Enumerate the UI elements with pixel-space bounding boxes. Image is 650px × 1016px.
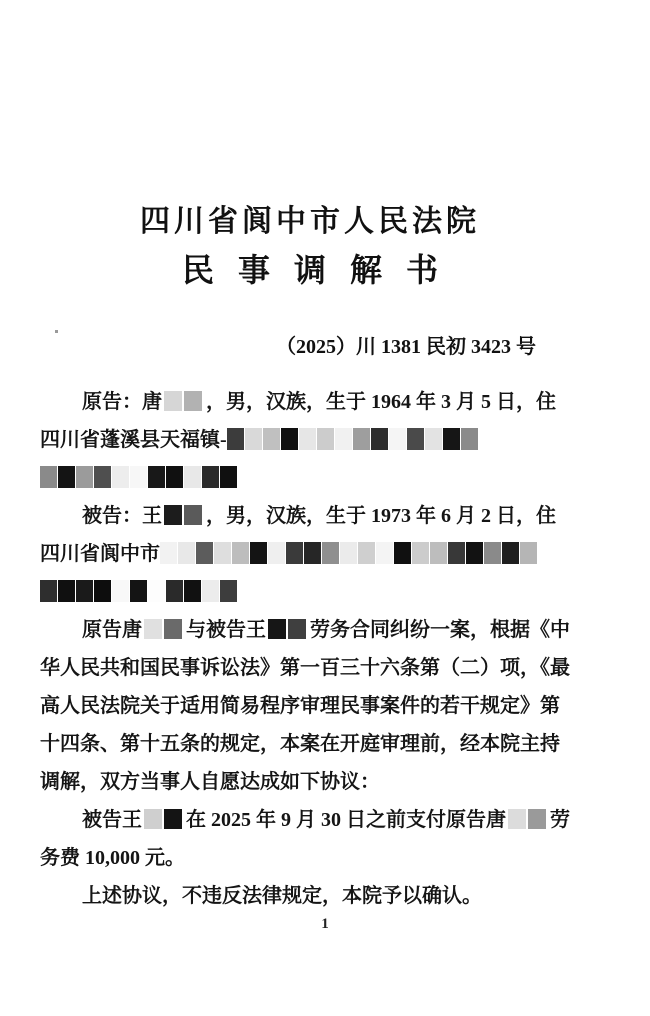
plaintiff-line-3	[40, 459, 580, 497]
defendant-line-3	[40, 573, 580, 611]
case-intro-line-4: 十四条、第十五条的规定，本案在开庭审理前，经本院主持	[40, 733, 560, 755]
confirmation-line: 上述协议，不违反法律规定，本院予以确认。	[82, 885, 482, 907]
plaintiff-line-1	[40, 383, 580, 421]
document-body	[40, 383, 580, 915]
defendant-line-1	[40, 497, 580, 535]
case-intro-line-2: 华人民共和国民事诉讼法》第一百三十六条第（二）项，《最	[40, 657, 570, 679]
tang-name-redaction	[144, 619, 184, 639]
agreement-line-2: 务费 10,000 元。	[40, 847, 185, 869]
plaintiff-name-redaction	[164, 391, 204, 411]
defendant-address-redaction-1	[160, 542, 538, 564]
document-type-title: 民事调解书	[181, 252, 462, 288]
plaintiff-details: ，男，汉族，生于 1964 年 3 月 5 日，住	[206, 391, 556, 413]
plaintiff-label: 原告：唐	[82, 391, 162, 413]
case-intro-text: 劳务合同纠纷一案，根据《中	[310, 619, 570, 641]
court-name-title: 四川省阆中市人民法院	[140, 205, 480, 238]
defendant-address-redaction-2	[40, 580, 238, 602]
agreement-text: 被告王	[82, 809, 142, 831]
case-intro-text: 原告唐	[82, 619, 142, 641]
case-intro-text: 与被告王	[186, 619, 266, 641]
plaintiff-line-2	[40, 421, 580, 459]
plaintiff-address-prefix: 四川省蓬溪县天福镇-	[40, 429, 227, 451]
defendant-label: 被告：王	[82, 505, 162, 527]
tang-name-redaction-2	[508, 809, 548, 829]
case-intro-line-1	[40, 611, 580, 649]
plaintiff-address-redaction-2	[40, 466, 238, 488]
case-intro-line-3: 高人民法院关于适用简易程序审理民事案件的若干规定》第	[40, 695, 560, 717]
agreement-line-1	[40, 801, 580, 839]
defendant-line-2	[40, 535, 580, 573]
document-content	[40, 0, 580, 915]
case-number: （2025）川 1381 民初 3423 号	[276, 336, 536, 358]
defendant-details: ，男，汉族，生于 1973 年 6 月 2 日，住	[206, 505, 556, 527]
case-intro-line-5: 调解，双方当事人自愿达成如下协议：	[40, 771, 380, 793]
defendant-name-redaction	[164, 505, 204, 525]
wang-name-redaction	[268, 619, 308, 639]
defendant-address-prefix: 四川省阆中市	[40, 543, 160, 565]
plaintiff-address-redaction-1	[227, 428, 479, 450]
agreement-text: 在 2025 年 9 月 30 日之前支付原告唐	[186, 809, 506, 831]
wang-name-redaction-2	[144, 809, 184, 829]
agreement-text: 劳	[550, 809, 570, 831]
page-number: 1	[321, 916, 329, 932]
